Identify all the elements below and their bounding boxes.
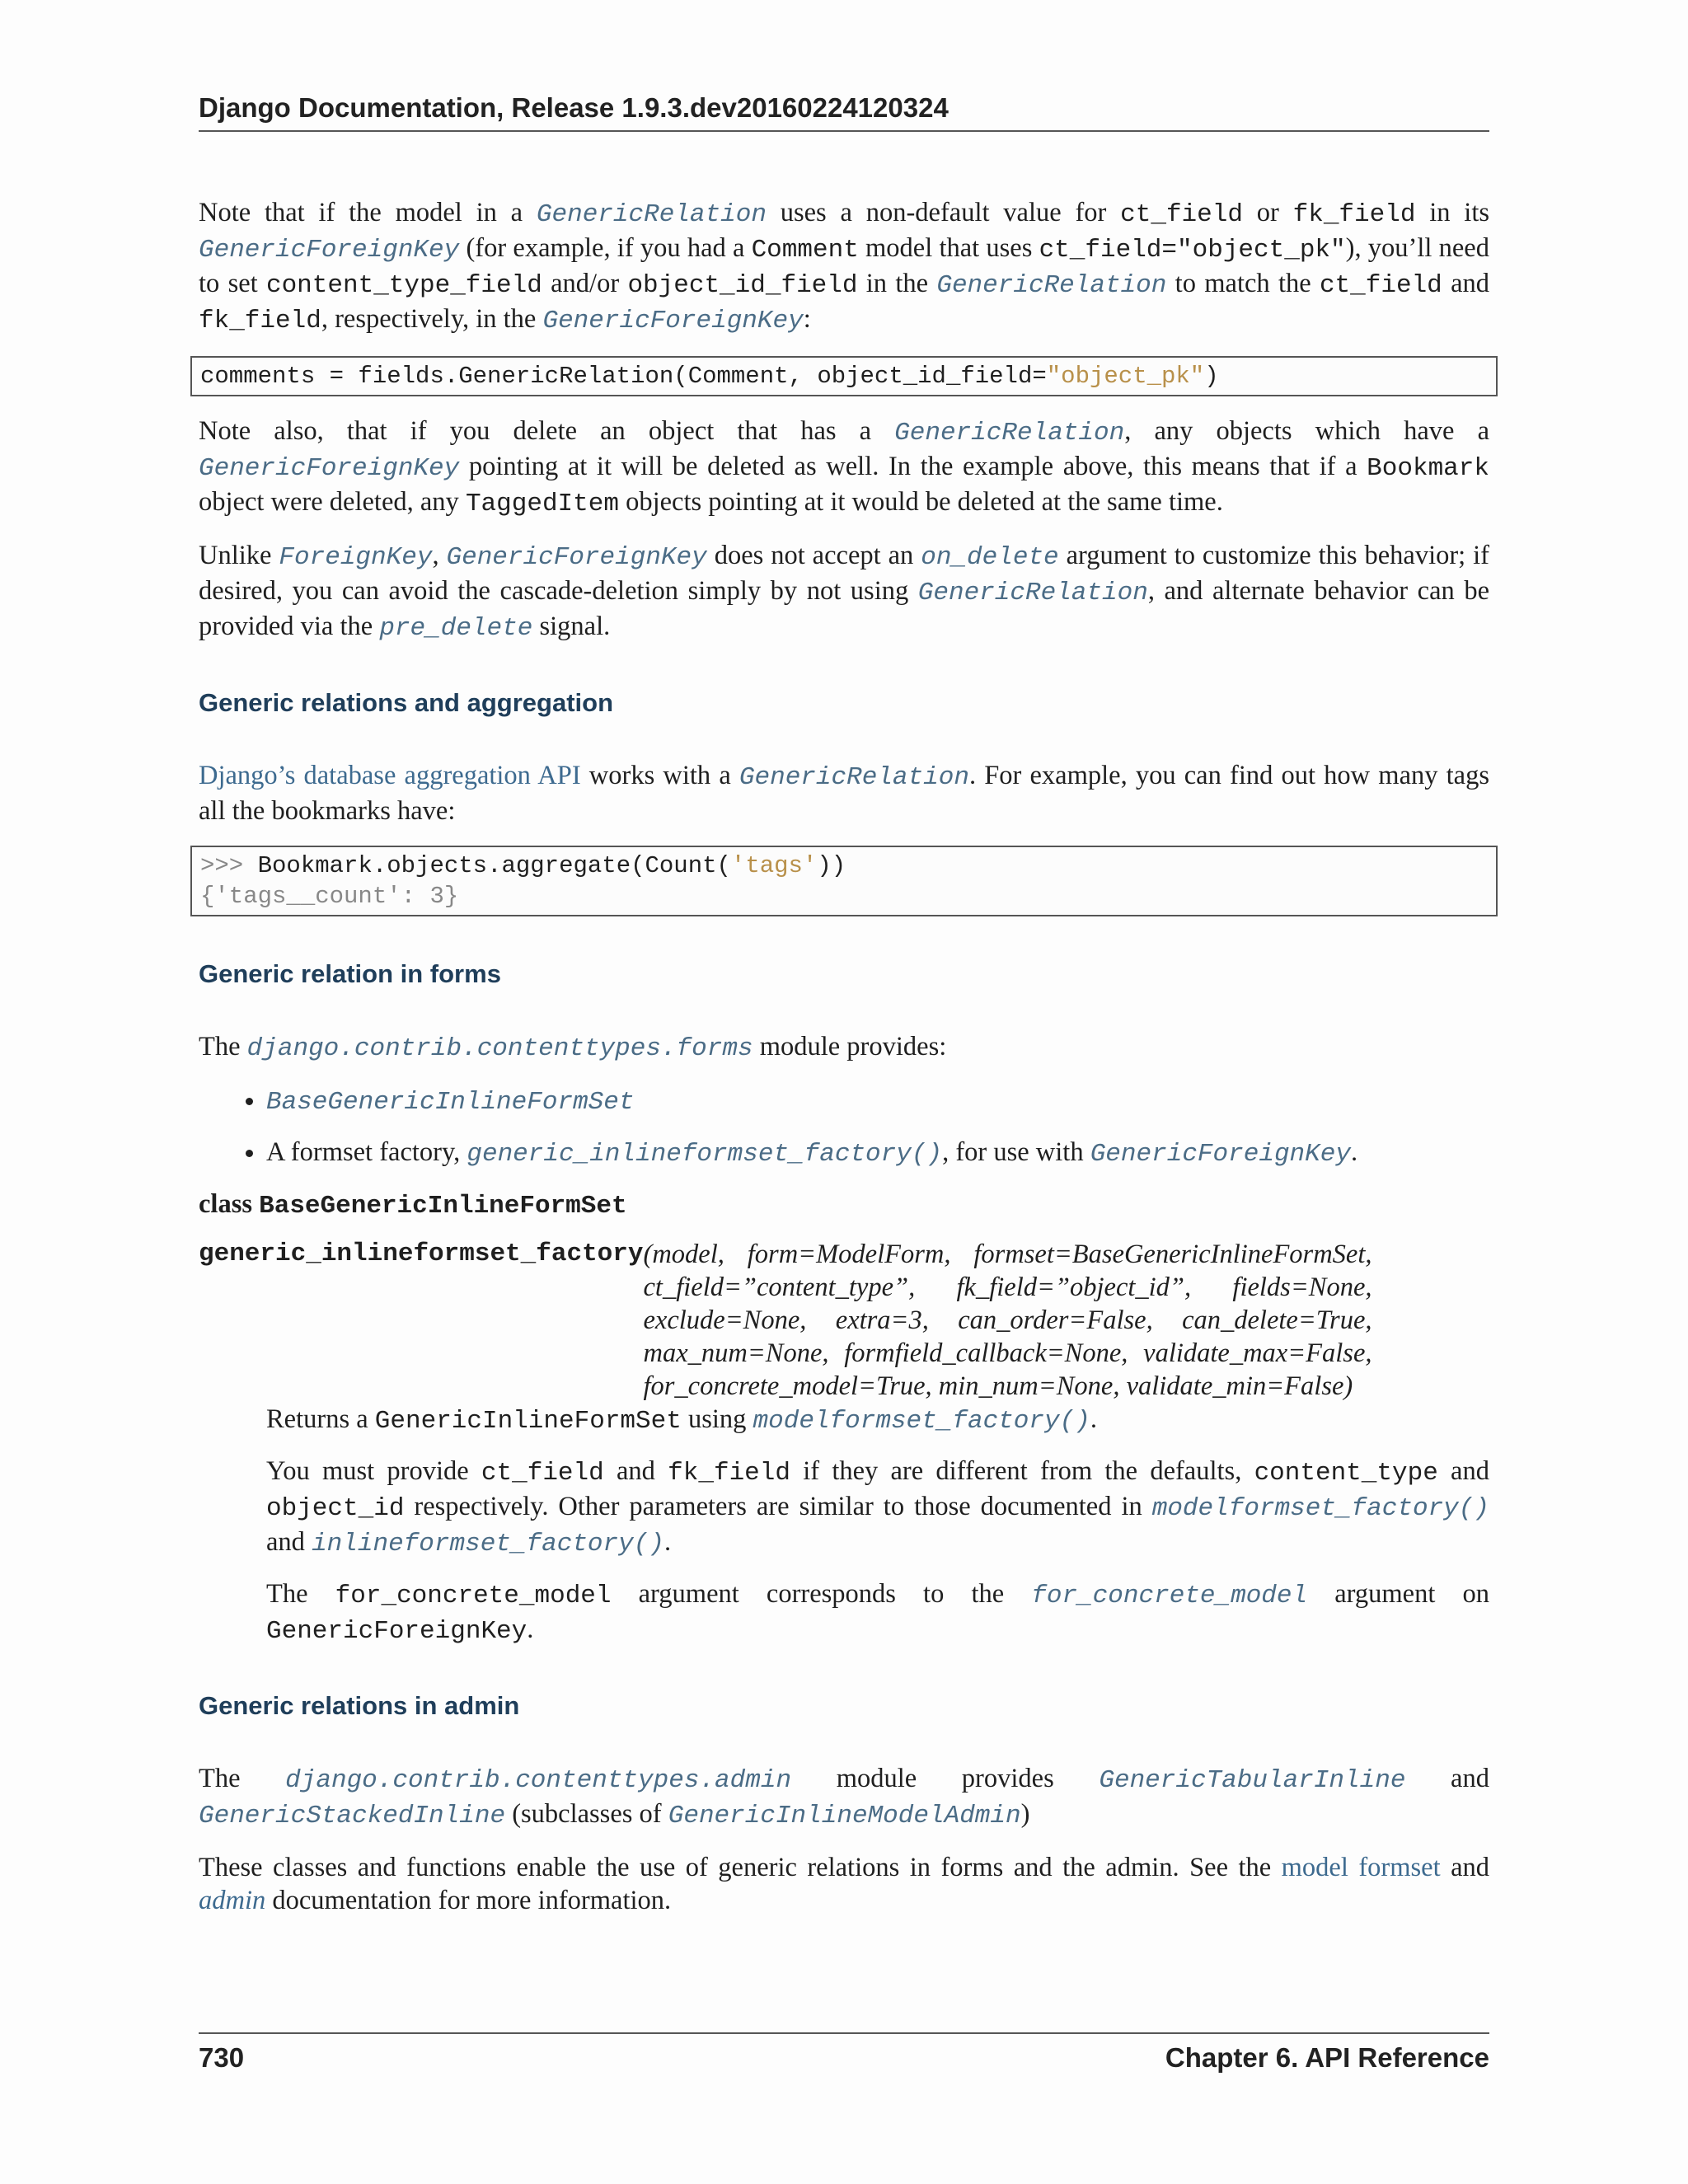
- text: or: [1242, 198, 1293, 227]
- inline-code: Comment: [751, 236, 859, 265]
- page-number: 730: [199, 2042, 245, 2073]
- text: , and alternate behavior can be provided via the: [199, 576, 1489, 641]
- inline-code: object_id: [266, 1494, 405, 1523]
- generic-relation-link[interactable]: GenericRelation: [536, 200, 767, 229]
- generic-relation-link[interactable]: GenericRelation: [738, 763, 969, 792]
- text: works with a: [580, 761, 739, 790]
- text: . For example, you can find out how many tags all the bookmarks have:: [199, 761, 1489, 826]
- text: Note also, that if you delete an object that has a: [199, 416, 895, 446]
- text: (subclasses of: [505, 1799, 668, 1829]
- paragraph: [199, 415, 1489, 521]
- text: does not accept an: [706, 541, 921, 570]
- text: documentation for more information.: [265, 1886, 672, 1915]
- section-heading-aggregation: Generic relations and aggregation: [199, 688, 614, 717]
- code-text: Bookmark.objects.aggregate(Count(: [257, 852, 731, 879]
- text: , for use with: [942, 1137, 1090, 1167]
- text: (for example, if you had a: [459, 233, 752, 263]
- text: Returns a: [266, 1404, 375, 1434]
- section-heading-admin: Generic relations in admin: [199, 1691, 520, 1720]
- running-header: Django Documentation, Release 1.9.3.dev20160224120324: [199, 92, 1489, 132]
- text: The: [266, 1579, 335, 1609]
- text: Unlike: [199, 541, 279, 570]
- paragraph: [199, 1851, 1489, 1917]
- generic-relation-link[interactable]: GenericRelation: [936, 271, 1167, 300]
- text: and: [266, 1527, 312, 1557]
- forms-module-link[interactable]: django.contrib.contenttypes.forms: [246, 1034, 753, 1063]
- foreign-key-link[interactable]: ForeignKey: [279, 543, 433, 572]
- on-delete-link[interactable]: on_delete: [921, 543, 1059, 572]
- admin-module-link[interactable]: django.contrib.contenttypes.admin: [285, 1766, 792, 1795]
- base-formset-link[interactable]: BaseGenericInlineFormSet: [266, 1088, 635, 1117]
- formset-factory-link[interactable]: generic_inlineformset_factory(): [467, 1140, 943, 1169]
- text: , any objects which have a: [1124, 416, 1489, 446]
- text: uses a non-default value for: [766, 198, 1121, 227]
- list-item: [266, 1136, 1489, 1171]
- generic-foreign-key-link[interactable]: GenericForeignKey: [542, 307, 804, 335]
- inline-code: ct_field="object_pk": [1039, 236, 1346, 265]
- generic-foreign-key-link[interactable]: GenericForeignKey: [199, 236, 460, 265]
- class-name: BaseGenericInlineFormSet: [259, 1192, 627, 1221]
- code-text: ): [1204, 363, 1219, 390]
- code-prompt: >>>: [200, 852, 258, 879]
- generic-tabular-inline-link[interactable]: GenericTabularInline: [1099, 1766, 1406, 1795]
- code-text: )): [817, 852, 846, 879]
- page-content: [199, 196, 1489, 1935]
- code-block: [190, 356, 1498, 396]
- class-keyword: class: [199, 1189, 260, 1219]
- class-signature: [199, 1188, 1489, 1223]
- text: and: [1440, 1853, 1489, 1882]
- paragraph: [199, 1762, 1489, 1833]
- text: .: [1350, 1137, 1358, 1167]
- paragraph: [199, 539, 1489, 645]
- text: ): [1020, 1799, 1030, 1829]
- code-string: "object_pk": [1046, 363, 1205, 390]
- text: argument on: [1307, 1579, 1490, 1609]
- paragraph: [266, 1455, 1489, 1561]
- section-heading-forms: Generic relation in forms: [199, 959, 501, 988]
- generic-foreign-key-link[interactable]: GenericForeignKey: [446, 543, 707, 572]
- inline-code: for_concrete_model: [335, 1582, 612, 1610]
- code-text: comments = fields.GenericRelation(Comment, object_id_field=: [200, 363, 1047, 390]
- text: module provides:: [753, 1032, 947, 1062]
- text: You must provide: [266, 1456, 481, 1486]
- aggregation-api-link[interactable]: Django’s database aggregation API: [199, 761, 581, 790]
- modelformset-factory-link[interactable]: modelformset_factory(): [753, 1407, 1090, 1436]
- text: and: [1442, 269, 1489, 298]
- text: model that uses: [858, 233, 1039, 263]
- function-params: (model, form=ModelForm, formset=BaseGenericInlineFormSet, ct_field=”content_type”, fk_field=”object_id”, fields=None, exclude=None, extra=3, can_order=False, can_delete=True, max_num=None, formfield_callback=None, validate_max=False, for_concrete_model=True, min_num=None, validate_min=False): [643, 1240, 1372, 1401]
- text: A formset factory,: [266, 1137, 467, 1167]
- inline-code: GenericInlineFormSet: [374, 1407, 682, 1436]
- generic-relation-link[interactable]: GenericRelation: [894, 419, 1125, 448]
- pre-delete-link[interactable]: pre_delete: [379, 614, 533, 643]
- text: object were deleted, any: [199, 487, 466, 517]
- text: argument to customize this behavior; if desired, you can avoid the cascade-deletion simply by not using: [199, 541, 1490, 606]
- inline-code: TaggedItem: [465, 490, 619, 518]
- inline-code: ct_field: [1120, 200, 1243, 229]
- generic-foreign-key-link[interactable]: GenericForeignKey: [199, 454, 460, 483]
- function-description: [266, 1403, 1489, 1648]
- text: :: [803, 304, 811, 334]
- text: The: [199, 1032, 247, 1062]
- text: in its: [1415, 198, 1490, 227]
- inlineformset-factory-link[interactable]: inlineformset_factory(): [312, 1530, 664, 1558]
- code-string: 'tags': [730, 852, 818, 879]
- model-formset-link[interactable]: model formset: [1281, 1853, 1441, 1882]
- code-block: [190, 846, 1498, 916]
- text: ,: [432, 541, 447, 570]
- text: ), you’ll need to set: [199, 233, 1489, 298]
- modelformset-factory-link[interactable]: modelformset_factory(): [1151, 1494, 1489, 1523]
- text: if they are different from the defaults,: [790, 1456, 1254, 1486]
- inline-code: ct_field: [481, 1459, 604, 1488]
- bullet-list: [199, 1084, 1489, 1171]
- text: .: [663, 1527, 672, 1557]
- paragraph: [199, 196, 1489, 338]
- for-concrete-model-link[interactable]: for_concrete_model: [1031, 1582, 1308, 1610]
- inline-code: Bookmark: [1367, 454, 1489, 483]
- paragraph: [199, 759, 1489, 827]
- paragraph: [199, 1030, 1489, 1066]
- text: These classes and functions enable the use of generic relations in forms and the admin. See the: [199, 1853, 1282, 1882]
- inline-code: fk_field: [668, 1459, 790, 1488]
- paragraph: [266, 1577, 1489, 1648]
- text: objects pointing at it would be deleted at the same time.: [618, 487, 1223, 517]
- generic-relation-link[interactable]: GenericRelation: [917, 579, 1148, 607]
- text: respectively. Other parameters are similar to those documented in: [404, 1492, 1152, 1521]
- inline-code: fk_field: [199, 307, 321, 335]
- text: and: [603, 1456, 668, 1486]
- inline-code: fk_field: [1292, 200, 1416, 229]
- inline-code: content_type: [1254, 1459, 1438, 1488]
- text: module provides: [791, 1764, 1100, 1793]
- inline-code: content_type_field: [265, 271, 542, 300]
- page-footer: [199, 2032, 1489, 2074]
- paragraph: [266, 1403, 1489, 1438]
- text: and: [1405, 1764, 1489, 1793]
- text: argument corresponds to the: [611, 1579, 1032, 1609]
- text: using: [681, 1404, 753, 1434]
- text: signal.: [532, 612, 611, 641]
- admin-docs-link[interactable]: admin: [199, 1886, 266, 1915]
- text: , respectively, in the: [321, 304, 543, 334]
- text: .: [527, 1615, 534, 1644]
- code-output: {'tags__count': 3}: [200, 883, 459, 910]
- function-signature: [199, 1238, 1489, 1403]
- list-item: [266, 1084, 1489, 1119]
- text: pointing at it will be deleted as well. In the example above, this means that if a: [459, 452, 1367, 481]
- inline-code: GenericForeignKey: [266, 1617, 528, 1646]
- function-name: generic_inlineformset_factory: [199, 1240, 644, 1268]
- text: .: [1090, 1404, 1097, 1434]
- inline-code: ct_field: [1319, 271, 1442, 300]
- chapter-title: Chapter 6. API Reference: [1165, 2042, 1489, 2073]
- generic-inline-model-admin-link[interactable]: GenericInlineModelAdmin: [668, 1802, 1021, 1830]
- generic-stacked-inline-link[interactable]: GenericStackedInline: [199, 1802, 506, 1830]
- text: and/or: [542, 269, 628, 298]
- text: The: [199, 1764, 286, 1793]
- text: to match the: [1166, 269, 1320, 298]
- text: and: [1437, 1456, 1489, 1486]
- text: Note that if the model in a: [199, 198, 537, 227]
- text: in the: [857, 269, 937, 298]
- inline-code: object_id_field: [627, 271, 858, 300]
- generic-foreign-key-link[interactable]: GenericForeignKey: [1090, 1140, 1351, 1169]
